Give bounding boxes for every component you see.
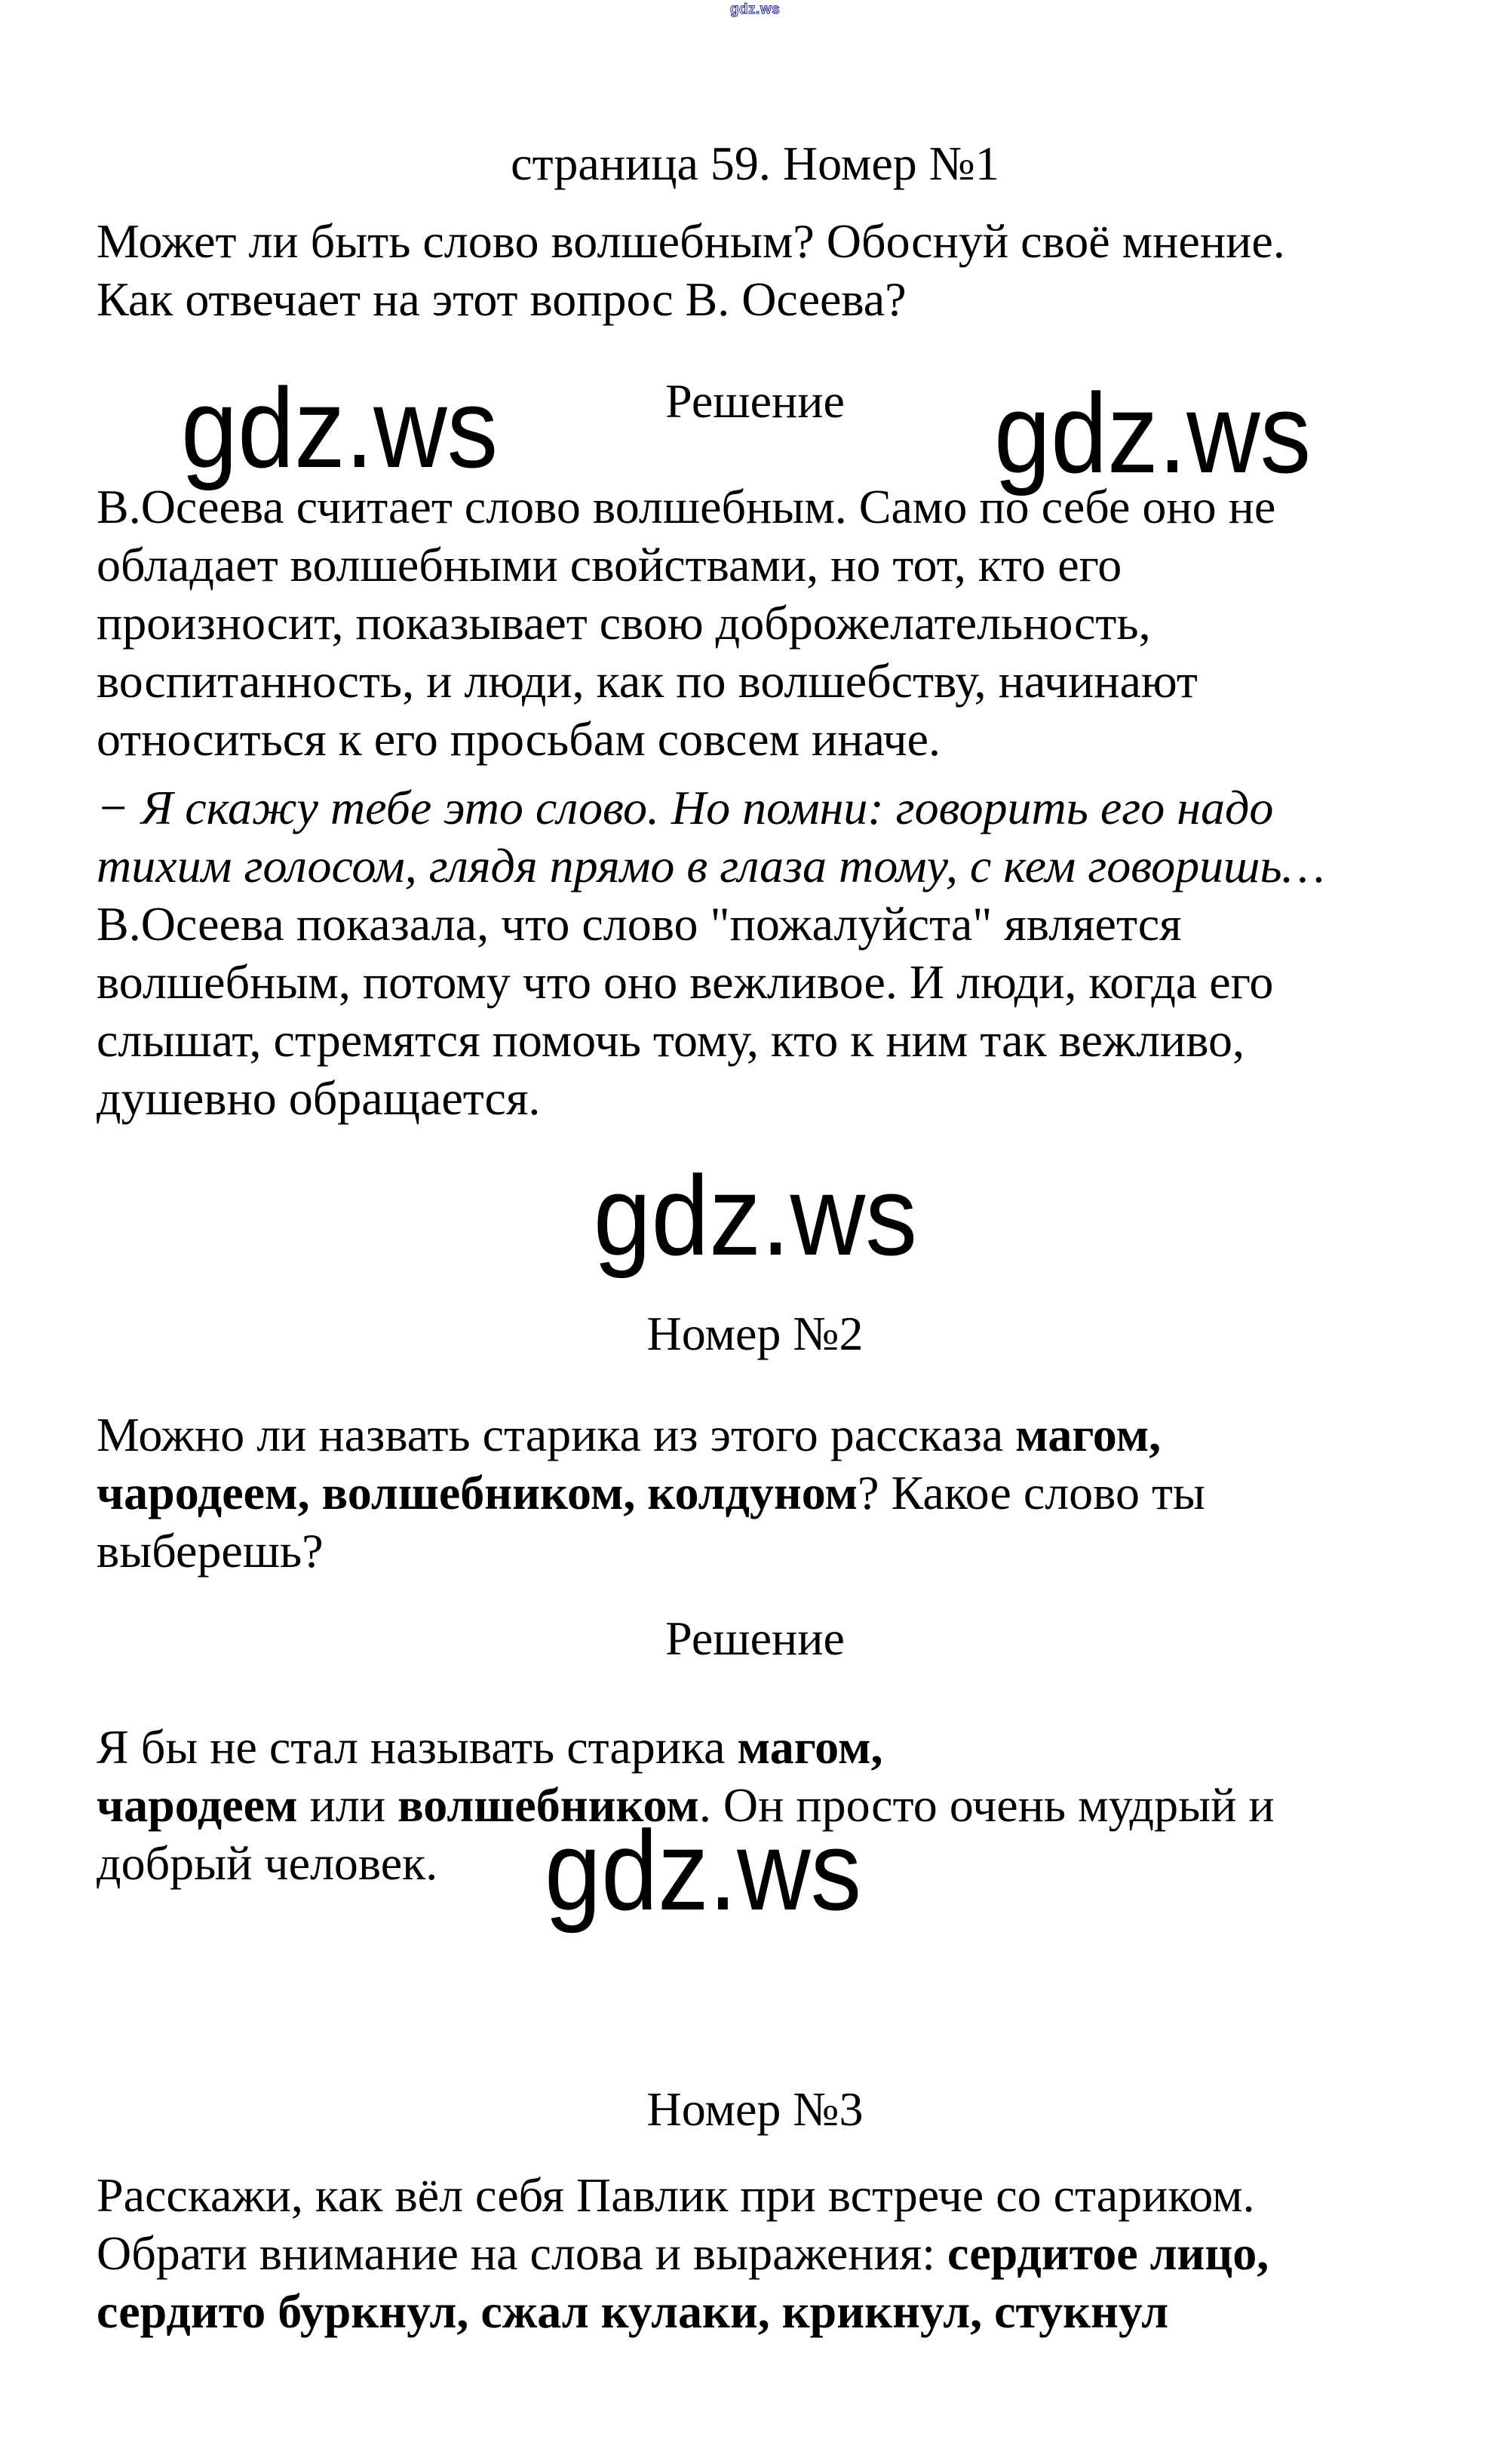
text-line: [97, 2166, 1269, 2224]
text-segment: выберешь?: [97, 1524, 324, 1578]
text-line: [97, 1406, 1205, 1464]
task3-question: [97, 2166, 1269, 2340]
text-line: волшебным, потому что оно вежливое. И люди, когда его: [97, 955, 1274, 1009]
text-segment: Расскажи, как вёл себя Павлик при встрече со стариком.: [97, 2168, 1255, 2222]
top-watermark: [0, 2, 1510, 18]
watermark-answer2: [545, 1807, 897, 1934]
text-line: тихим голосом, глядя прямо в глаза тому, с кем говоришь…: [97, 839, 1325, 893]
text-line: обладает волшебными свойствами, но тот, кто его: [97, 538, 1122, 591]
text-line: воспитанность, и люди, как по волшебству, начинают: [97, 654, 1198, 708]
bold-text-segment: магом,: [737, 1720, 883, 1774]
text-line: [97, 2224, 1269, 2282]
text-segment: или: [297, 1778, 398, 1832]
watermark-left-text: gdz.ws: [181, 364, 499, 491]
text-line: произносит, показывает свою доброжелательность,: [97, 596, 1151, 650]
text-line: Может ли быть слово волшебным? Обоснуй своё мнение.: [97, 214, 1285, 268]
bold-text-segment: волшебником: [397, 1778, 699, 1832]
text-segment: ? Какое слово ты: [858, 1466, 1205, 1519]
text-line: относиться к его просьбам совсем иначе.: [97, 712, 941, 766]
bold-text-segment: магом,: [1015, 1408, 1162, 1461]
bold-text-segment: сердито буркнул, сжал кулаки, крикнул, стукнул: [97, 2284, 1169, 2338]
text-line: душевно обращается.: [97, 1071, 541, 1125]
answer1-quote: [97, 779, 1324, 895]
text-line: Как отвечает на этот вопрос В. Осеева?: [97, 272, 907, 326]
watermark-center: [0, 1152, 1510, 1279]
task2-heading: Номер №2: [646, 1307, 864, 1360]
text-line: − Я скажу тебе это слово. Но помни: говорить его надо: [97, 781, 1274, 834]
text-segment: добрый человек.: [97, 1836, 438, 1890]
task1-question: [97, 212, 1285, 328]
watermark-center-text: gdz.ws: [593, 1152, 917, 1279]
task2-question: [97, 1406, 1205, 1580]
text-line: В.Осеева считает слово волшебным. Само по себе оно не: [97, 480, 1276, 533]
watermark-right: [994, 370, 1346, 496]
text-line: В.Осеева показала, что слово "пожалуйста" является: [97, 897, 1182, 951]
watermark-left: [181, 364, 533, 491]
text-segment: Можно ли назвать старика из этого рассказа: [97, 1408, 1016, 1461]
watermark-right-text: gdz.ws: [994, 370, 1312, 496]
solution-heading-2: Решение: [665, 1611, 845, 1665]
page-title: страница 59. Номер №1: [511, 137, 999, 190]
bold-text-segment: сердитое лицо,: [947, 2226, 1269, 2280]
text-line: [97, 1464, 1205, 1522]
text-line: слышат, стремятся помочь тому, кто к ним так вежливо,: [97, 1013, 1245, 1067]
text-line: [97, 1718, 1275, 1776]
text-line: [97, 1522, 1205, 1580]
task3-heading: Номер №3: [646, 2082, 864, 2136]
bold-text-segment: чародеем: [97, 1778, 298, 1832]
solution-heading-1: Решение: [665, 374, 845, 428]
answer1-paragraph-1: [97, 478, 1275, 768]
watermark-answer2-text: gdz.ws: [545, 1807, 862, 1934]
text-segment: Обрати внимание на слова и выражения:: [97, 2226, 947, 2280]
answer1-paragraph-2: [97, 895, 1273, 1127]
bold-text-segment: чародеем, волшебником, колдуном: [97, 1466, 858, 1519]
top-watermark-text: gdz.ws: [729, 2, 781, 17]
text-segment: . Он просто очень мудрый и: [698, 1778, 1275, 1832]
text-line: [97, 2282, 1269, 2340]
text-segment: Я бы не стал называть старика: [97, 1720, 738, 1774]
